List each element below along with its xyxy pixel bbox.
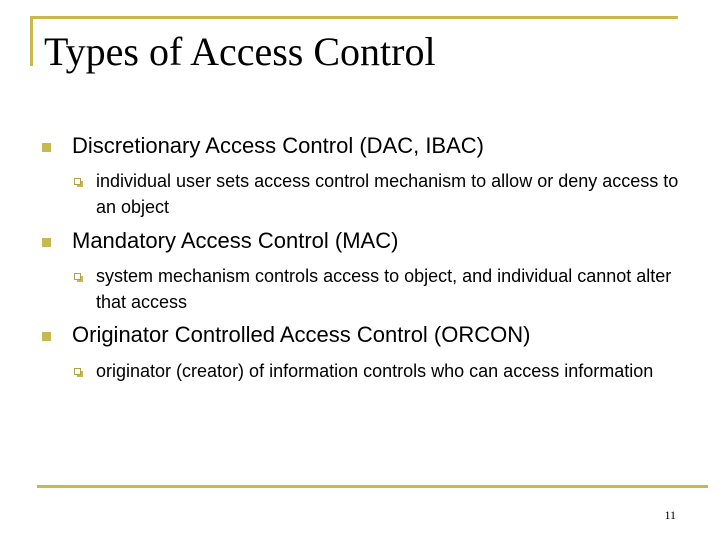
list-item-detail: system mechanism controls access to object, and individual cannot alter that access — [96, 266, 672, 312]
list-item-heading: Mandatory Access Control (MAC) — [72, 228, 399, 253]
sub-bullet-icon — [74, 368, 81, 375]
list-item-heading: Discretionary Access Control (DAC, IBAC) — [72, 133, 484, 158]
list-item-detail: originator (creator) of information controls who can access information — [96, 361, 654, 381]
bottom-rule — [37, 485, 708, 488]
list-item-heading: Originator Controlled Access Control (ORCON) — [72, 322, 531, 347]
sub-bullet-icon — [74, 178, 81, 185]
sub-bullet-icon — [74, 273, 81, 280]
square-bullet-icon — [42, 143, 51, 152]
square-bullet-icon — [42, 332, 51, 341]
page-number: 11 — [664, 508, 676, 522]
list-item-detail: individual user sets access control mechanism to allow or deny access to an object — [96, 171, 679, 217]
slide-title: Types of Access Control — [44, 29, 436, 74]
square-bullet-icon — [42, 238, 51, 247]
